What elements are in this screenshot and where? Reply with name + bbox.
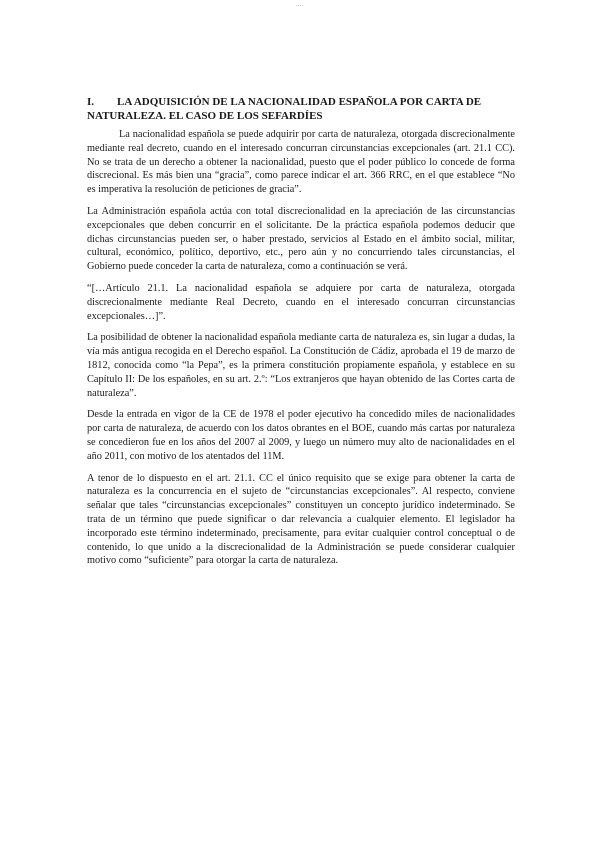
section-heading [87,95,515,123]
paragraph-4: La posibilidad de obtener la nacionalidad española mediante carta de naturaleza es, sin lugar a dudas, la vía más antigua recogida en el Derecho español. La Constitución de Cádiz, aprobada el 19 de marzo de 1812, conocida como “la Pepa”, es la primera constitución propiamente española, y establece en su Capítulo II: De los españoles, en su art. 2.º: “Los extranjeros que hayan obtenido de las Cortes carta de naturaleza”. [87,332,515,399]
paragraph-5: Desde la entrada en vigor de la CE de 1978 el poder ejecutivo ha concedido miles de nacionalidades por carta de naturaleza, de acuerdo con los datos obrantes en el BOE, cuando más cartas por naturaleza se concedieron fue en los años del 2007 al 2009, y luego un número muy alto de nacionalidades en el año 2011, con motivo de los atentados del 11M. [87,409,515,462]
section-title: LA ADQUISICIÓN DE LA NACIONALIDAD ESPAÑOLA POR CARTA DE NATURALEZA. EL CASO DE LOS SEFARDÍES [87,96,482,122]
document-body [87,95,515,576]
paragraph-6: A tenor de lo dispuesto en el art. 21.1. CC el único requisito que se exige para obtener la carta de naturaleza es la concurrencia en el sujeto de “circunstancias excepcionales”. Al respecto, conviene señalar que tales “circunstancias excepcionales” constituyen un concepto jurídico indeterminado. Se trata de un término que puede significar o dar relevancia a cualquier elemento. El legislador ha incorporado este término indeterminado, precisamente, para evitar cualquier control conceptual o de contenido, lo que unido a la discrecionalidad de la Administración se puede considerar cualquier motivo como “suficiente” para otorgar la carta de naturaleza. [87,472,515,567]
paragraph-2: La Administración española actúa con total discrecionalidad en la apreciación de las circunstancias excepcionales que deben concurrir en el solicitante. De la práctica española podemos deducir que dichas circunstancias pueden ser, o haber prestado, servicios al Estado en el ámbito social, militar, cultural, económico, político, deportivo, etc., pero aún y no concurriendo tales circunstancias, el Gobierno puede conceder la carta de naturaleza, como a continuación se verá. [87,205,515,273]
quote-paragraph: “[…Artículo 21.1. La nacionalidad española se adquiere por carta de naturaleza, otorgada discrecionalmente mediante Real Decreto, cuando en el interesado concurran circunstancias excepcionales…]”. [87,282,515,322]
paragraph-1: La nacionalidad española se puede adquirir por carta de naturaleza, otorgada discrecionalmente mediante real decreto, cuando en el interesado concurran circunstancias excepcionales (art. 21.1 CC). No se trata de un derecho a obtener la nacionalidad, puesto que el poder público lo concede de forma discrecional. Es más bien una “gracia”, como parece indicar el art. 366 RRC, en el que establece “No es imperativa la resolución de peticiones de gracia”. [87,129,515,196]
section-number: I. [87,96,95,108]
page-header-mark: .... [296,2,304,8]
